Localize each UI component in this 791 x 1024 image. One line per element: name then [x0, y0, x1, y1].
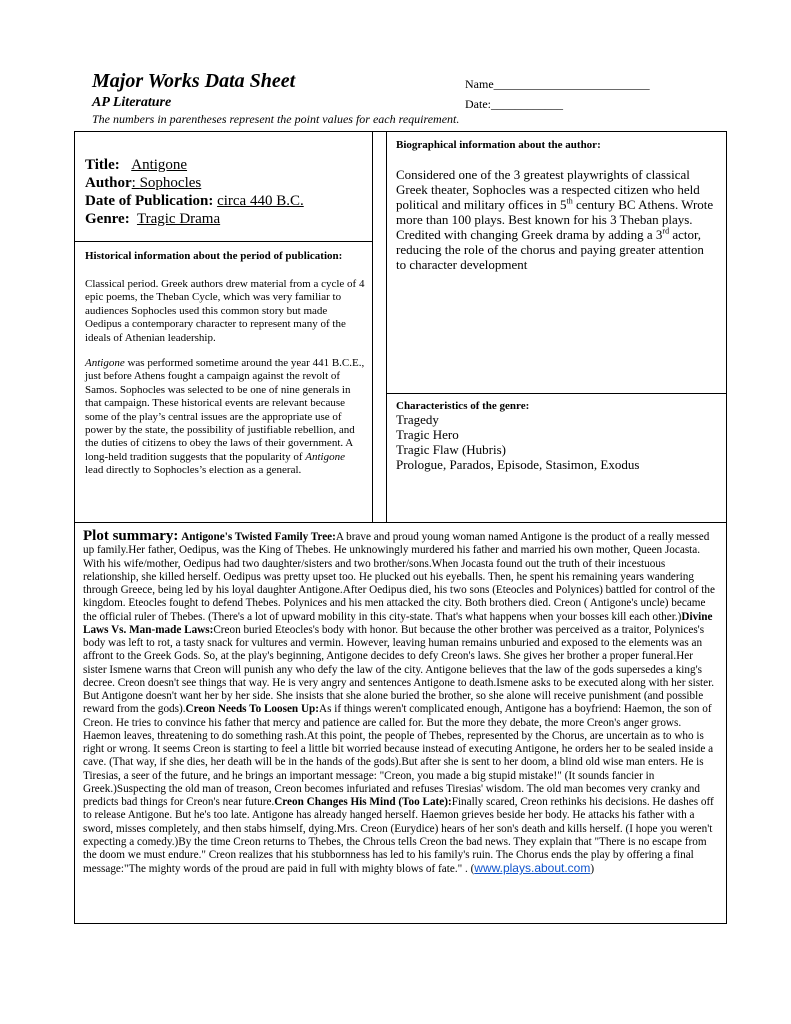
genre-characteristics-heading: Characteristics of the genre: [396, 400, 530, 412]
genre-label: Genre: [85, 211, 130, 227]
title-label: Title [85, 157, 115, 173]
historical-italic-title-2: Antigone [305, 450, 345, 463]
biography-info [396, 139, 714, 272]
genre-row [85, 210, 365, 228]
plot-summary [83, 530, 718, 877]
column-divider-left [372, 132, 373, 523]
data-sheet-table [74, 131, 727, 924]
historical-paragraph-2: Antigone was performed sometime around the year 441 B.C.E., just before Athens fought a campaign against the revolt of Samos. Sophocles was selected to be one of nine generals in that campaign. These historical events are relevant because some of the play’s central issues are the appropriate use of power by the state, the possibility of justifiable rebellion, and the duties of citizens to obey the laws of their government. A long-held tradition suggests that the popularity of Antigone lead directly to Sophocles’s election as a general. [85, 357, 365, 477]
publication-date-value: circa 440 B.C. [217, 193, 304, 209]
biography-heading: Biographical information about the author: [396, 139, 601, 151]
biography-text: Considered one of the 3 greatest playwrights of classical Greek theater, Sophocles was a respected citizen who held political and military offices in 5th century BC Athens. Wrote more than 100 plays. Best known for his 3 Theban plays. Credited with changing Greek drama by adding a 3rd actor, reducing the role of the chorus and paying greater attention to character development [396, 167, 714, 272]
work-info [85, 156, 365, 228]
name-field[interactable]: Name__________________________ [465, 77, 650, 91]
genre-item: Tragedy [396, 412, 439, 427]
author-row: Author: Sophocles [85, 175, 202, 191]
title-value: Antigone [131, 157, 188, 173]
historical-italic-title: Antigone [85, 357, 125, 370]
instructions-note: The numbers in parentheses represent the point values for each requirement. [92, 112, 460, 126]
document-title: Major Works Data Sheet [92, 70, 296, 92]
row-divider-right [386, 393, 726, 394]
genre-item: Prologue, Parados, Episode, Stasimon, Exodus [396, 457, 640, 472]
plot-summary-text: Plot summary: Antigone's Twisted Family Tree:A brave and proud young woman named Antigone is the product of a really messed up family.Her father, Oedipus, was the King of Thebes. He unknowingly murdered his father and married his own mother, Queen Jocasta. With his wife/mother, Oedipus had two daughter/sisters and two brother/sons.When Jocasta found out the truth of their incestuous relationship, she killed herself. Oedipus was pretty upset too. He plucked out his eyeballs. Then, he spent his remaining years wandering through Greece, being led by his loyal daughter Antigone.After Oedipus died, his two sons (Eteocles and Polynices) battled for control of the kingdom. Eteocles fought to defend Thebes. Polynices and his men attacked the city. Both brothers died. Creon ( Antigone's uncle) became the official ruler of Thebes. (There's a lot of upward mobility in this city-state. That's what happens when your bosses kill each other.)Divine Laws Vs. Man-made Laws:Creon buried Eteocles's body with honor. But because the other brother was perceived as a traitor, Polynices's body was left to rot, a tasty snack for vultures and vermin. However, leaving human remains unburied and exposed to the elements was an affront to the Greek Gods. So, at the play's beginning, Antigone decides to defy Creon's laws. She gives her brother a proper funeral.Her sister Ismene warns that Creon will punish any who defy the law of the city. Antigone believes that the law of the gods supersedes a king's decree. Creon doesn't see things that way. He is very angry and sentences Antigone to death.Ismene asks to be executed along with her sister. But Antigone doesn't want her by her side. She insists that she alone buried the brother, so she alone will receive punishment (and possible reward from the gods).Creon Needs To Loosen Up:As if things weren't complicated enough, Antigone has a boyfriend: Haemon, the son of Creon. He tries to convince his father that mercy and patience are called for. But the more they debate, the more Creon's anger grows. Haemon leaves, threatening to do something rash.At this point, the people of Thebes, represented by the Chorus, are uncertain as to who is right or wrong. It seems Creon is starting to feel a little bit worried because instead of executing Antigone, he orders her to be sealed inside a cave. (That way, if she dies, her death will be in the hands of the gods).But after she is sent to her doom, a blind old wise man enters. He is Tiresias, a seer of the future, and he brings an important message: "Creon, you made a big stupid mistake!" (It sounds fancier in Greek.)Suspecting the old man of treason, Creon becomes infuriated and refuses Tiresias' wisdom. The old man becomes very cranky and predicts bad things for Creon's near future.Creon Changes His Mind (Too Late):Finally scared, Creon rethinks his decisions. He dashes off to release Antigone. But he's too late. Antigone has already hanged herself. Haemon grieves beside her body. He attacks his father with a sword, misses completely, and then stabs himself, dying.Mrs. Creon (Eurydice) hears of her son's death and kills herself. (I hope you weren't expecting a comedy.)By the time Creon returns to Thebes, the Chrous tells Creon the bad news. They explain that "There is no escape from the doom we must endure." Creon realizes that his stubbornness has led to his family's ruin. The Chorus ends the play by offering a final message:"The mighty words of the proud are paid in full with mighty blows of fate." . (www.plays.about.com) [83, 528, 715, 876]
row-divider-left [75, 241, 373, 242]
genre-value: Tragic Drama [136, 211, 221, 227]
publication-date-label: Date of Publication: [85, 193, 214, 209]
author-value: Sophocles [139, 175, 202, 191]
historical-heading: Historical information about the period of publication: [85, 250, 343, 262]
historical-info [85, 250, 365, 478]
date-field[interactable]: Date:____________ [465, 97, 563, 111]
author-label: Author [85, 175, 132, 191]
genre-item: Tragic Hero [396, 427, 459, 442]
plot-divider [75, 522, 726, 523]
column-divider-right [386, 132, 387, 523]
historical-paragraph-1: Classical period. Greek authors drew material from a cycle of 4 epic poems, the Theban Cycle, which was very familiar to audiences Sophocles used this common story but made Oedipus a contemporary character to represent many of the ideals of Athenian leadership. [85, 278, 365, 344]
course-name: AP Literature [92, 95, 172, 110]
genre-item: Tragic Flaw (Hubris) [396, 442, 507, 457]
title-row: Title: Antigone [85, 157, 188, 173]
publication-date-row [85, 192, 365, 210]
plot-summary-heading: Plot summary: [83, 528, 179, 544]
genre-characteristics [396, 400, 714, 472]
source-link[interactable]: www.plays.about.com [474, 861, 591, 876]
